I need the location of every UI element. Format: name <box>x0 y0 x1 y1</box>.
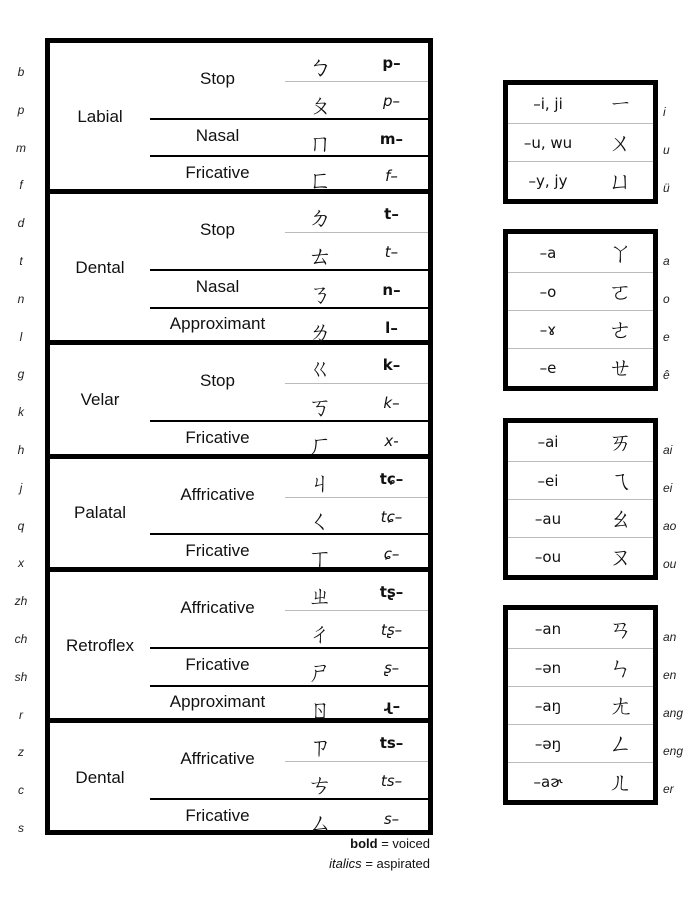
final-ipa: –au <box>534 510 562 528</box>
final-ipa: –an <box>534 620 562 638</box>
pinyin-initial: p <box>17 102 25 117</box>
zhuyin-symbol: ㄎ <box>308 393 332 422</box>
final-row <box>508 461 653 500</box>
zhuyin-symbol: ㄅ <box>308 53 332 81</box>
row-divider <box>285 610 428 611</box>
final-row <box>508 234 653 272</box>
pinyin-final: ai <box>663 443 673 457</box>
pinyin-initial: j <box>19 480 23 495</box>
final-zhuyin: ㄩ <box>608 167 633 195</box>
final-row <box>508 610 653 648</box>
pinyin-initial: f <box>19 178 23 193</box>
pinyin-final: u <box>663 143 670 157</box>
final-zhuyin: ㄧ <box>608 90 633 118</box>
manner-label: Stop <box>200 68 235 88</box>
manner-label: Approximant <box>169 692 266 712</box>
final-zhuyin: ㄤ <box>608 692 633 720</box>
manner-label: Fricative <box>185 805 250 825</box>
manner-label: Fricative <box>185 654 250 674</box>
manner-label: Fricative <box>185 427 250 447</box>
final-ipa: –a <box>539 244 557 262</box>
pinyin-final: i <box>663 105 666 119</box>
final-row <box>508 762 653 801</box>
place-group <box>50 43 428 194</box>
final-row <box>508 310 653 349</box>
final-zhuyin: ㄣ <box>608 654 633 682</box>
finals-box <box>503 80 658 204</box>
manner-divider <box>150 533 428 535</box>
final-row <box>508 272 653 311</box>
zhuyin-symbol: ㄙ <box>308 808 332 837</box>
manner-label: Affricative <box>180 484 255 504</box>
pinyin-initial: k <box>18 405 24 420</box>
legend-voiced <box>350 836 430 851</box>
ipa-value: s– <box>383 809 400 828</box>
legend-italic-word: italics <box>329 856 362 871</box>
legend-bold-meaning: = voiced <box>381 836 430 851</box>
final-ipa: –o <box>539 283 557 301</box>
ipa-value: p– <box>382 54 401 72</box>
ipa-value: ʂ– <box>383 658 400 677</box>
pinyin-initial: r <box>19 707 23 722</box>
pinyin-initial: ch <box>14 632 28 646</box>
manner-label: Fricative <box>185 163 250 183</box>
pinyin-initial: m <box>16 140 26 155</box>
ipa-value: m– <box>379 129 404 148</box>
final-zhuyin: ㄨ <box>608 129 633 157</box>
pinyin-final: eng <box>663 744 684 758</box>
ipa-value: tʂ– <box>379 583 404 602</box>
final-row <box>508 123 653 162</box>
place-label: Retroflex <box>65 635 135 655</box>
zhuyin-symbol: ㄇ <box>308 128 332 157</box>
manner-divider <box>150 647 428 649</box>
zhuyin-symbol: ㄑ <box>308 506 332 535</box>
zhuyin-symbol: ㄆ <box>308 90 332 119</box>
row-divider <box>285 761 428 762</box>
zhuyin-symbol: ㄐ <box>308 468 332 497</box>
place-group <box>50 345 428 458</box>
zhuyin-symbol: ㄕ <box>308 657 332 686</box>
row-divider <box>285 383 428 384</box>
final-zhuyin: ㄥ <box>608 730 633 758</box>
pinyin-final: ang <box>663 706 684 720</box>
pinyin-final: ê <box>663 368 670 382</box>
final-ipa: –əŋ <box>534 735 562 753</box>
finals-box <box>503 605 658 805</box>
pinyin-initial: c <box>18 783 24 798</box>
final-zhuyin: ㄠ <box>608 505 633 533</box>
zhuyin-symbol: ㄖ <box>308 695 332 724</box>
final-ipa: –ən <box>534 659 562 677</box>
final-zhuyin: ㄜ <box>608 316 633 344</box>
final-zhuyin: ㄚ <box>608 239 633 267</box>
final-zhuyin: ㄝ <box>608 354 633 382</box>
final-row <box>508 537 653 576</box>
legend-italic-meaning: = aspirated <box>365 856 430 871</box>
zhuyin-symbol: ㄒ <box>308 544 332 573</box>
final-ipa: –i, ji <box>533 95 563 113</box>
final-row <box>508 724 653 763</box>
final-zhuyin: ㄟ <box>608 467 633 495</box>
zhuyin-symbol: ㄏ <box>308 430 332 459</box>
ipa-value: f– <box>385 167 398 186</box>
final-zhuyin: ㄢ <box>608 615 633 643</box>
place-group <box>50 194 428 345</box>
manner-divider <box>150 307 428 309</box>
ipa-value: k– <box>383 394 400 413</box>
final-zhuyin: ㄦ <box>608 768 633 796</box>
ipa-value: t– <box>384 242 399 261</box>
place-group <box>50 459 428 572</box>
pinyin-final: ei <box>663 481 673 495</box>
final-ipa: –ai <box>537 433 559 451</box>
zhuyin-symbol: ㄌ <box>308 317 332 346</box>
ipa-value: ɻ– <box>382 696 401 715</box>
pinyin-initial: x <box>18 556 24 571</box>
pinyin-initial: g <box>17 367 25 382</box>
zhuyin-symbol: ㄓ <box>308 582 332 611</box>
pinyin-initial: h <box>17 443 25 457</box>
manner-label: Affricative <box>180 749 255 769</box>
zhuyin-symbol: ㄊ <box>308 241 332 270</box>
pinyin-initial: sh <box>14 669 28 684</box>
legend-aspirated <box>329 856 430 871</box>
final-ipa: –e <box>539 359 557 377</box>
pinyin-initial: l <box>19 329 23 344</box>
pinyin-final: ü <box>663 181 670 195</box>
pinyin-initial: q <box>17 518 25 533</box>
manner-label: Stop <box>200 219 235 239</box>
final-ipa: –y, jy <box>528 172 568 190</box>
pinyin-final: o <box>663 292 670 306</box>
pinyin-final: e <box>663 330 670 344</box>
final-row <box>508 648 653 687</box>
pinyin-final: a <box>663 254 670 268</box>
final-ipa: –ou <box>534 548 562 566</box>
manner-divider <box>150 420 428 422</box>
final-zhuyin: ㄡ <box>608 543 633 571</box>
ipa-value: tɕ– <box>380 507 403 526</box>
ipa-value: x- <box>384 431 399 450</box>
manner-label: Affricative <box>180 597 255 617</box>
pinyin-initial: z <box>18 745 24 760</box>
place-group <box>50 723 428 836</box>
final-ipa: –aŋ <box>534 697 562 715</box>
zhuyin-symbol: ㄈ <box>308 166 332 195</box>
manner-label: Fricative <box>185 541 250 561</box>
final-row <box>508 499 653 538</box>
initials-table <box>45 38 433 835</box>
pinyin-initial: zh <box>14 594 28 609</box>
place-label: Palatal <box>74 503 126 523</box>
ipa-value: k– <box>382 356 401 375</box>
zhuyin-symbol: ㄗ <box>308 733 332 762</box>
place-label: Labial <box>77 106 123 126</box>
ipa-value: tʂ– <box>380 620 403 639</box>
final-ipa: –u, wu <box>523 134 573 152</box>
place-label: Dental <box>75 257 125 277</box>
ipa-value: l– <box>385 318 398 337</box>
ipa-value: ts– <box>379 734 404 753</box>
ipa-value: ts– <box>380 772 403 791</box>
row-divider <box>285 81 428 82</box>
manner-divider <box>150 155 428 157</box>
zhuyin-symbol: ㄘ <box>308 771 332 800</box>
zhuyin-symbol: ㄋ <box>308 279 332 308</box>
zhuyin-symbol: ㄔ <box>308 619 332 648</box>
pinyin-initial: d <box>17 216 25 231</box>
place-group <box>50 572 428 723</box>
zhuyin-symbol: ㄍ <box>308 355 332 384</box>
manner-label: Nasal <box>195 276 240 296</box>
final-zhuyin: ㄛ <box>608 278 633 306</box>
pinyin-initial: b <box>17 65 25 79</box>
final-row <box>508 348 653 387</box>
pinyin-final: en <box>663 668 677 682</box>
pinyin-initial: n <box>17 291 25 306</box>
place-label: Velar <box>80 390 120 410</box>
pinyin-final: ou <box>663 557 677 571</box>
finals-box <box>503 229 658 391</box>
pinyin-initial: s <box>18 821 24 835</box>
place-label: Dental <box>75 768 125 788</box>
final-row <box>508 85 653 123</box>
pinyin-final: er <box>663 782 674 796</box>
legend-bold-word: bold <box>350 836 378 851</box>
row-divider <box>285 497 428 498</box>
ipa-value: n– <box>382 280 401 299</box>
manner-divider <box>150 798 428 800</box>
final-ipa: –aɚ <box>533 773 563 791</box>
final-row <box>508 423 653 461</box>
final-row <box>508 161 653 200</box>
zhuyin-symbol: ㄉ <box>308 204 332 233</box>
final-ipa: –ei <box>537 472 559 490</box>
manner-divider <box>150 118 428 120</box>
final-zhuyin: ㄞ <box>608 428 633 456</box>
ipa-value: t– <box>384 205 399 224</box>
pinyin-final: ao <box>663 519 677 533</box>
manner-divider <box>150 269 428 271</box>
finals-box <box>503 418 658 580</box>
ipa-value: tɕ– <box>379 469 404 488</box>
manner-label: Nasal <box>195 125 240 145</box>
ipa-value: p– <box>382 91 401 110</box>
final-row <box>508 686 653 725</box>
pinyin-final: an <box>663 630 677 644</box>
manner-divider <box>150 685 428 687</box>
manner-label: Stop <box>200 371 235 391</box>
manner-label: Approximant <box>169 314 266 334</box>
row-divider <box>285 232 428 233</box>
final-ipa: –ɤ <box>539 321 557 339</box>
ipa-value: ɕ– <box>383 545 400 564</box>
pinyin-initial: t <box>19 254 23 268</box>
